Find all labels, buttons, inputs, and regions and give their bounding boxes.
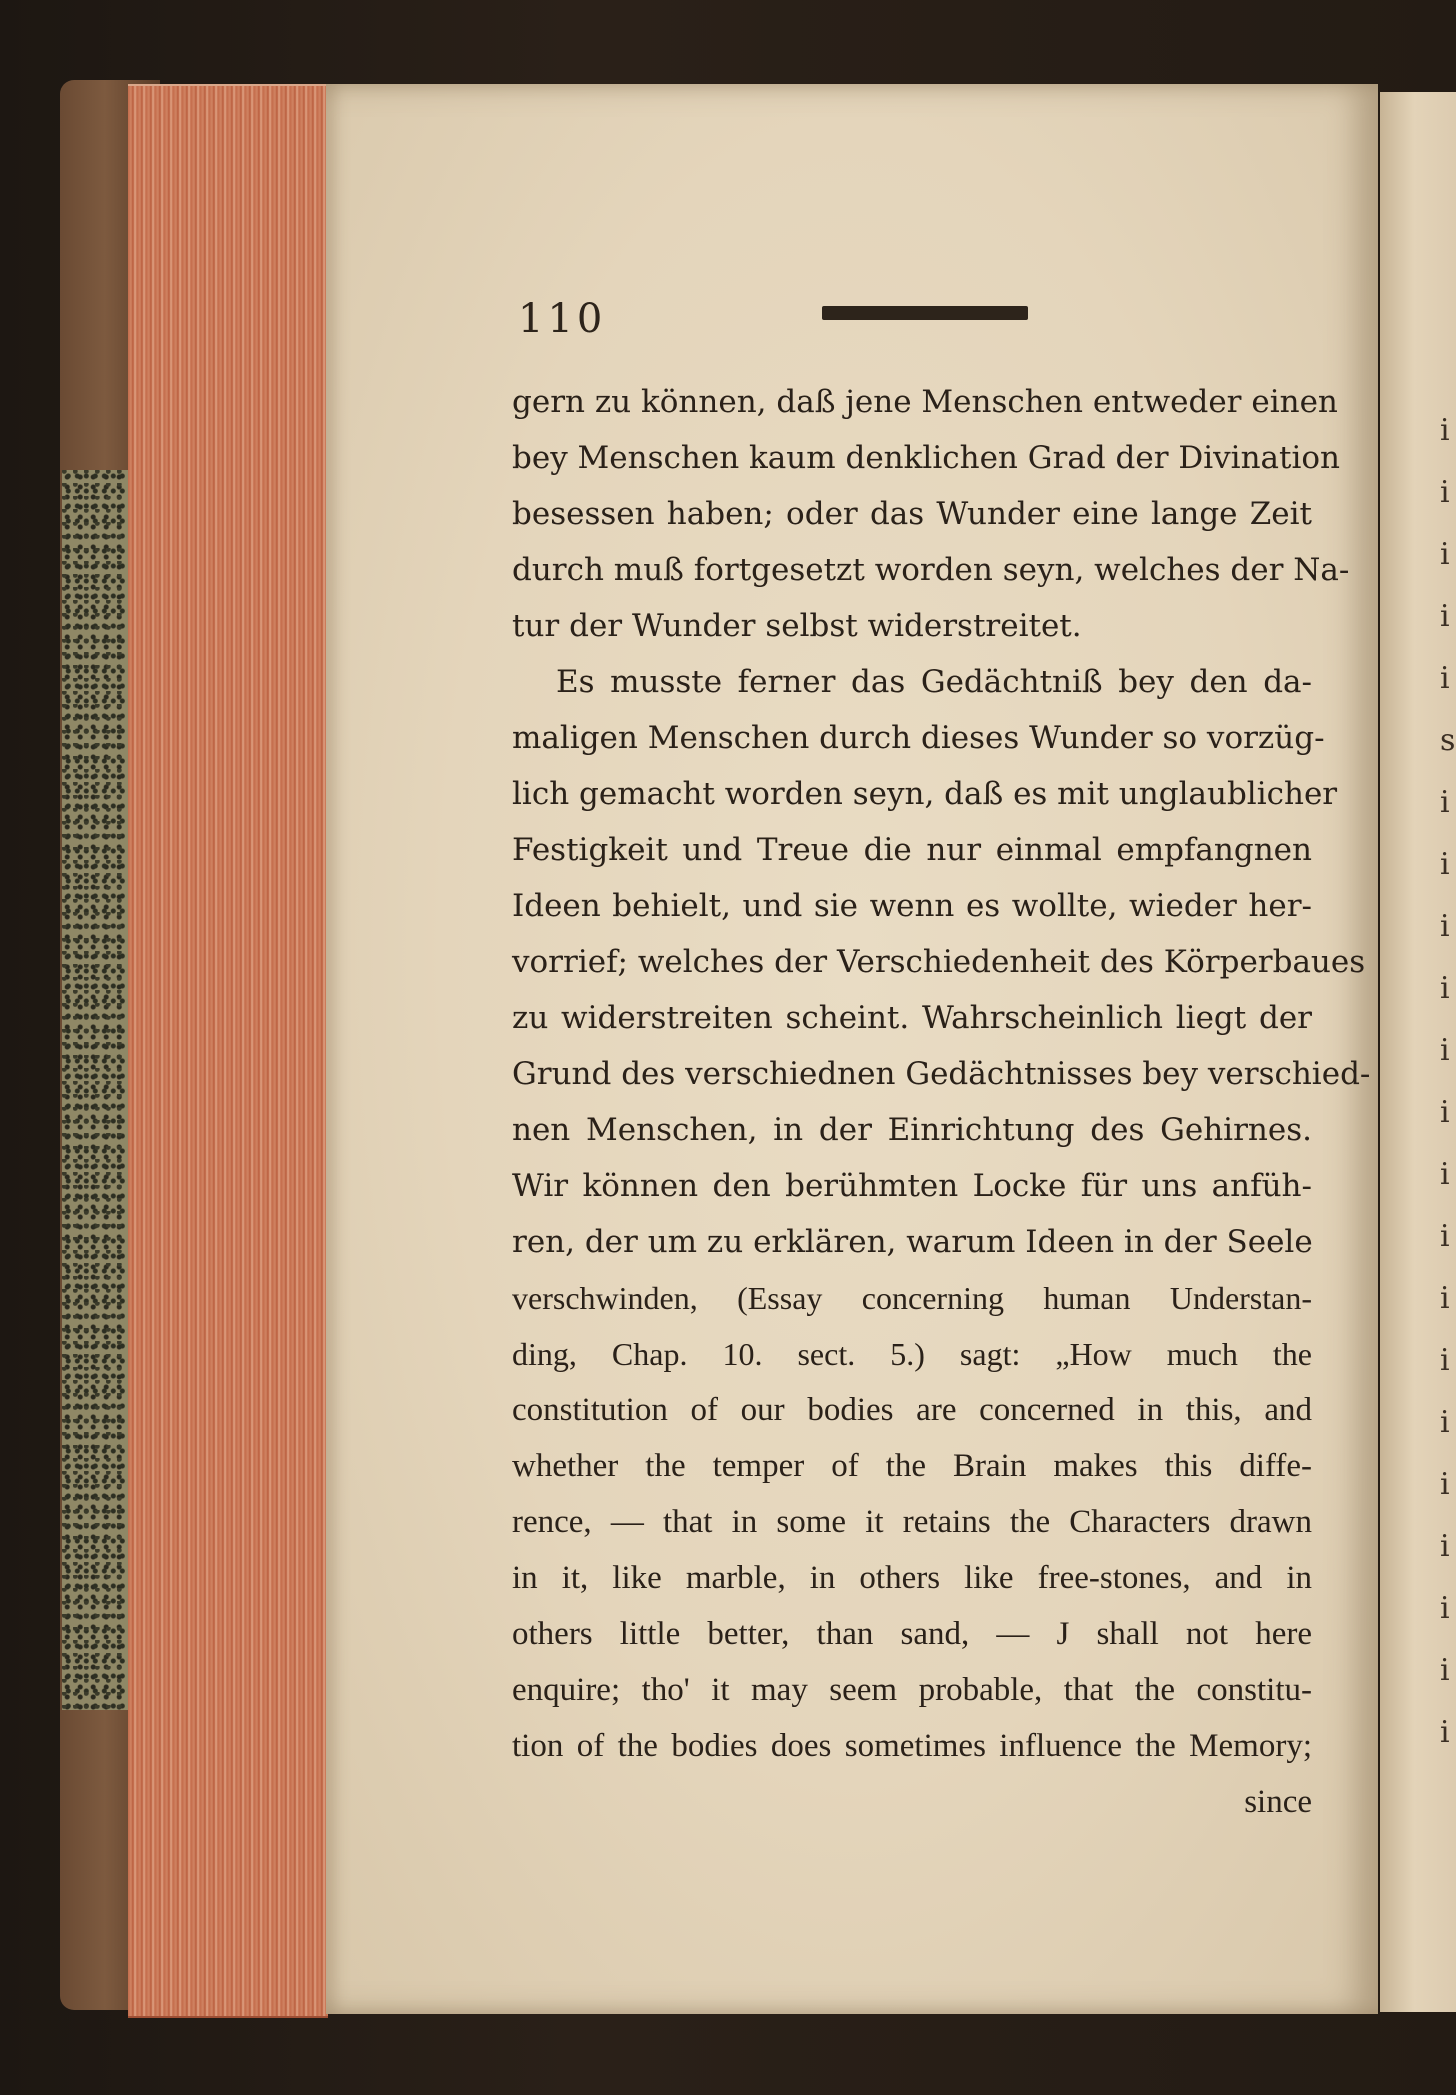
page-number: 110 [518,296,607,342]
facing-page-text-edge [1440,400,1456,1764]
text-line: ding, Chap. 10. sect. 5.) sagt: „How much the [512,1336,1312,1372]
text-line: others little better, than sand, — J shall not here [512,1616,1312,1652]
text-line: Es musste ferner das Gedächtniß bey den da- [556,664,1312,700]
edge-glyph: i [1440,1405,1450,1440]
edge-glyph: i [1440,1281,1450,1316]
edge-glyph: i [1440,847,1450,882]
edge-glyph: i [1440,599,1450,634]
edge-glyph: i [1440,1157,1450,1192]
text-line: enquire; tho' it may seem probable, that the constitu- [512,1672,1312,1708]
text-line: maligen Menschen durch dieses Wunder so vorzüg- [512,720,1325,756]
text-line: gern zu können, daß jene Menschen entweder einen [512,384,1338,420]
edge-glyph: i [1440,1467,1450,1502]
catchword: since [1244,1784,1312,1820]
text-line: rence, — that in some it retains the Characters drawn [512,1504,1312,1540]
text-line: vorrief; welches der Verschiedenheit des Körperbaues [512,944,1366,980]
edge-glyph: i [1440,475,1450,510]
edge-glyph: i [1440,413,1450,448]
edge-glyph: i [1440,1033,1450,1068]
edge-glyph: i [1440,661,1450,696]
edge-glyph: i [1440,537,1450,572]
header-rule [822,306,1028,320]
edge-glyph: i [1440,1591,1450,1626]
text-line: tur der Wunder selbst widerstreitet. [512,608,1082,644]
text-line: besessen haben; oder das Wunder eine lange Zeit [512,496,1312,532]
text-line: ren, der um zu erklären, warum Ideen in der Seele [512,1224,1313,1260]
text-line: whether the temper of the Brain makes this diffe- [512,1448,1312,1484]
page-edges [128,84,328,2018]
edge-glyph: i [1440,785,1450,820]
edge-glyph: i [1440,971,1450,1006]
text-line: lich gemacht worden seyn, daß es mit unglaublicher [512,776,1338,812]
text-line: in it, like marble, in others like free-stones, and in [512,1560,1312,1596]
edge-glyph: i [1440,1715,1450,1750]
edge-glyph: s [1440,723,1456,758]
text-line: Ideen behielt, und sie wenn es wollte, wieder her- [512,888,1312,924]
edge-glyph: i [1440,909,1450,944]
text-line: Wir können den berühmten Locke für uns anfüh- [512,1168,1312,1204]
marbled-endpaper [62,470,134,1710]
text-line: constitution of our bodies are concerned in this, and [512,1392,1312,1428]
text-line: durch muß fortgesetzt worden seyn, welches der Na- [512,552,1350,588]
edge-glyph: i [1440,1343,1450,1378]
edge-glyph: i [1440,1095,1450,1130]
edge-glyph: i [1440,1219,1450,1254]
text-line: nen Menschen, in der Einrichtung des Gehirnes. [512,1112,1312,1148]
text-line: Grund des verschiednen Gedächtnisses bey verschied- [512,1056,1371,1092]
edge-glyph: i [1440,1529,1450,1564]
edge-glyph: i [1440,1653,1450,1688]
text-line: tion of the bodies does sometimes influence the Memory; [512,1728,1312,1764]
text-line: bey Menschen kaum denklichen Grad der Divination [512,440,1341,476]
text-line: verschwinden, (Essay concerning human Understan- [512,1280,1312,1316]
text-line: Festigkeit und Treue die nur einmal empfangnen [512,832,1312,868]
text-line: zu widerstreiten scheint. Wahrscheinlich liegt der [512,1000,1312,1036]
page-text [512,374,1371,1830]
